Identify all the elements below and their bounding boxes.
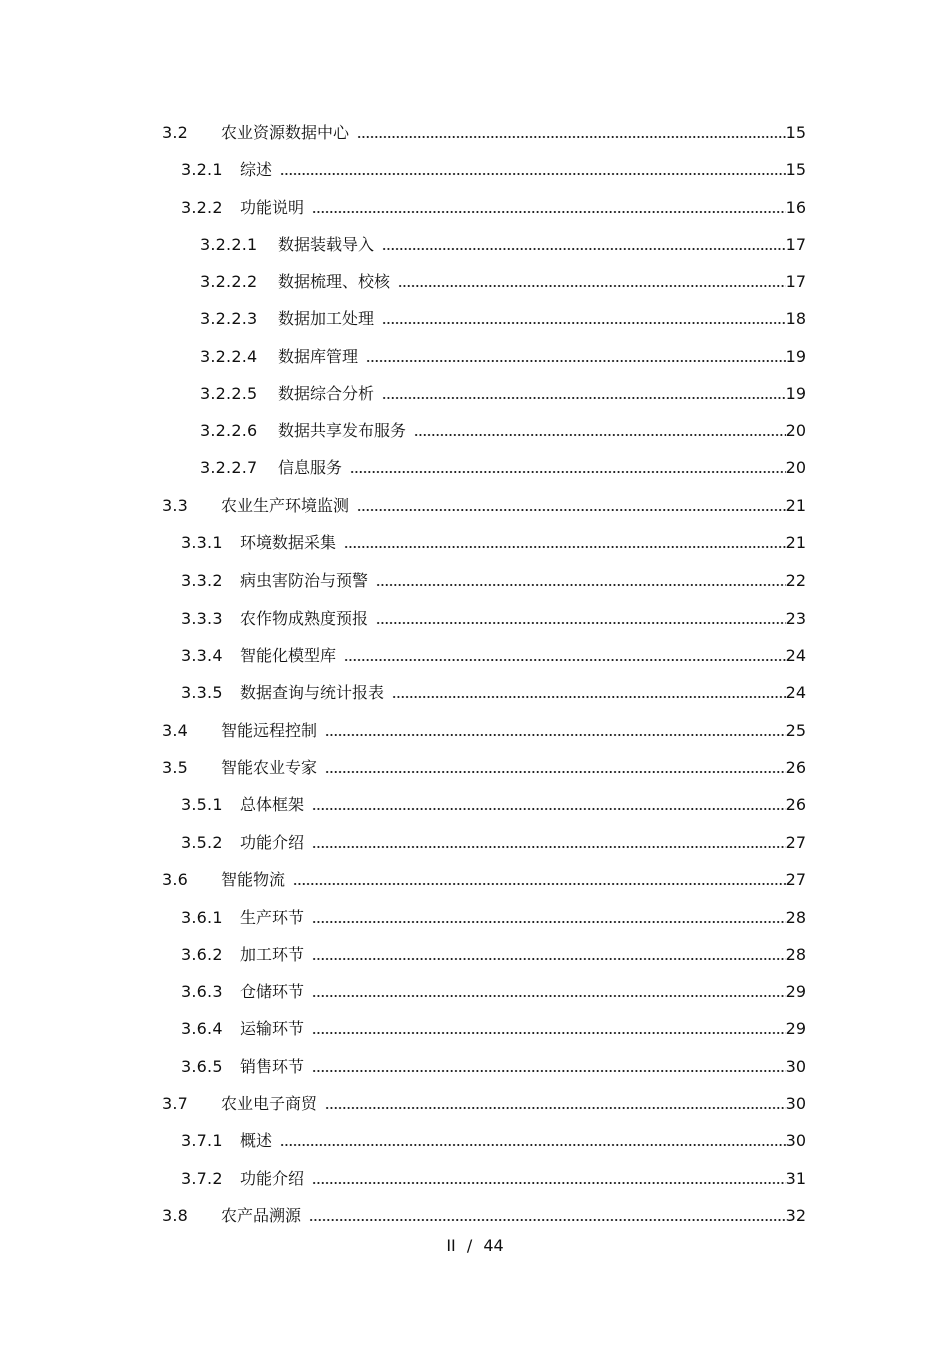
toc-entry-page: 22 (785, 571, 806, 590)
dot-leader (309, 1218, 786, 1222)
toc-entry[interactable] (162, 119, 806, 143)
toc-entry-page: 30 (785, 1131, 806, 1150)
toc-entry-title: 总体框架 (240, 795, 305, 814)
dot-leader (312, 845, 786, 849)
dot-leader (280, 172, 786, 176)
toc-entry-page: 24 (785, 683, 806, 702)
toc-entry-page: 23 (785, 609, 806, 628)
toc-entry-number: 3.2.2.7 (200, 458, 258, 477)
toc-entry-page: 15 (785, 160, 806, 179)
toc-entry[interactable] (200, 454, 806, 478)
toc-entry-title: 功能介绍 (240, 1169, 305, 1188)
toc-entry[interactable] (181, 605, 806, 629)
dot-leader (312, 920, 786, 924)
toc-entry-title: 农业生产环境监测 (221, 496, 350, 515)
toc-entry-number: 3.3.1 (181, 533, 223, 552)
toc-entry-title: 数据共享发布服务 (278, 421, 407, 440)
toc-entry-page: 21 (785, 533, 806, 552)
toc-entry[interactable] (181, 156, 806, 180)
toc-entry-number: 3.6.4 (181, 1019, 223, 1038)
toc-entry-number: 3.2.1 (181, 160, 223, 179)
dot-leader (312, 1031, 786, 1035)
toc-entry[interactable] (200, 417, 806, 441)
toc-entry-title: 运输环节 (240, 1019, 305, 1038)
toc-entry-title: 加工环节 (240, 945, 305, 964)
toc-entry[interactable] (181, 194, 806, 218)
toc-entry-title: 综述 (240, 160, 273, 179)
toc-entry-number: 3.3.5 (181, 683, 223, 702)
toc-entry-title: 功能说明 (240, 198, 305, 217)
dot-leader (350, 470, 786, 474)
toc-entry[interactable] (200, 268, 806, 292)
toc-entry-number: 3.7.1 (181, 1131, 223, 1150)
toc-entry-number: 3.2.2 (181, 198, 223, 217)
toc-entry-number: 3.5 (162, 758, 189, 777)
toc-entry-title: 销售环节 (240, 1057, 305, 1076)
toc-entry[interactable] (181, 941, 806, 965)
dot-leader (382, 321, 786, 325)
toc-entry-number: 3.5.2 (181, 833, 223, 852)
toc-entry[interactable] (181, 567, 806, 591)
toc-entry-title: 信息服务 (278, 458, 343, 477)
toc-entry[interactable] (162, 1202, 806, 1226)
toc-entry[interactable] (181, 1053, 806, 1077)
toc-entry-page: 15 (785, 123, 806, 142)
toc-entry[interactable] (181, 978, 806, 1002)
toc-entry-title: 智能化模型库 (240, 646, 337, 665)
toc-entry-title: 功能介绍 (240, 833, 305, 852)
toc-entry[interactable] (162, 1090, 806, 1114)
toc-entry-page: 18 (785, 309, 806, 328)
toc-entry-title: 智能物流 (221, 870, 286, 889)
dot-leader (312, 807, 786, 811)
dot-leader (325, 770, 786, 774)
toc-entry-page: 31 (785, 1169, 806, 1188)
toc-entry-page: 28 (785, 945, 806, 964)
toc-entry-number: 3.6.5 (181, 1057, 223, 1076)
dot-leader (398, 284, 786, 288)
toc-entry[interactable] (181, 904, 806, 928)
toc-entry-number: 3.2.2.4 (200, 347, 258, 366)
toc-entry-number: 3.2.2.5 (200, 384, 258, 403)
dot-leader (392, 695, 786, 699)
toc-entry-page: 24 (785, 646, 806, 665)
dot-leader (312, 1181, 786, 1185)
dot-leader (344, 658, 786, 662)
toc-entry-page: 25 (785, 721, 806, 740)
dot-leader (414, 433, 786, 437)
toc-entry[interactable] (181, 829, 806, 853)
toc-entry-title: 智能远程控制 (221, 721, 318, 740)
toc-entry-page: 19 (785, 347, 806, 366)
toc-entry-number: 3.2.2.6 (200, 421, 258, 440)
toc-entry-page: 29 (785, 982, 806, 1001)
toc-entry-number: 3.6.2 (181, 945, 223, 964)
toc-entry-title: 数据加工处理 (278, 309, 375, 328)
toc-entry-page: 29 (785, 1019, 806, 1038)
toc-entry[interactable] (162, 717, 806, 741)
toc-entry[interactable] (181, 679, 806, 703)
dot-leader (325, 1106, 786, 1110)
dot-leader (382, 396, 786, 400)
toc-entry[interactable] (200, 305, 806, 329)
toc-entry-title: 农产品溯源 (221, 1206, 302, 1225)
toc-entry-title: 数据查询与统计报表 (240, 683, 385, 702)
dot-leader (376, 583, 786, 587)
toc-entry[interactable] (181, 642, 806, 666)
toc-entry[interactable] (162, 754, 806, 778)
toc-entry[interactable] (162, 492, 806, 516)
dot-leader (312, 210, 786, 214)
toc-entry-number: 3.3.3 (181, 609, 223, 628)
toc-entry[interactable] (162, 866, 806, 890)
dot-leader (293, 882, 786, 886)
toc-entry-number: 3.7.2 (181, 1169, 223, 1188)
toc-entry-title: 数据库管理 (278, 347, 359, 366)
toc-entry-number: 3.3 (162, 496, 189, 515)
toc-entry-page: 30 (785, 1094, 806, 1113)
toc-entry-page: 27 (785, 833, 806, 852)
toc-entry[interactable] (181, 791, 806, 815)
toc-entry-title: 农业电子商贸 (221, 1094, 318, 1113)
toc-entry-number: 3.6.1 (181, 908, 223, 927)
toc-entry[interactable] (181, 1127, 806, 1151)
dot-leader (325, 733, 786, 737)
toc-entry-title: 病虫害防治与预警 (240, 571, 369, 590)
toc-entry-title: 概述 (240, 1131, 273, 1150)
toc-entry-page: 16 (785, 198, 806, 217)
toc-entry-number: 3.8 (162, 1206, 189, 1225)
toc-entry-page: 26 (785, 795, 806, 814)
toc-entry-number: 3.6.3 (181, 982, 223, 1001)
toc-entry-page: 21 (785, 496, 806, 515)
toc-entry-title: 智能农业专家 (221, 758, 318, 777)
toc-entry[interactable] (200, 380, 806, 404)
toc-entry-number: 3.7 (162, 1094, 189, 1113)
toc-entry[interactable] (181, 1015, 806, 1039)
dot-leader (382, 247, 786, 251)
toc-entry-page: 32 (785, 1206, 806, 1225)
toc-entry-number: 3.2.2.3 (200, 309, 258, 328)
toc-entry-title: 仓储环节 (240, 982, 305, 1001)
toc-entry-number: 3.2.2.1 (200, 235, 258, 254)
dot-leader (344, 545, 786, 549)
toc-entry[interactable] (181, 1165, 806, 1189)
toc-entry-page: 26 (785, 758, 806, 777)
toc-entry-title: 数据梳理、校核 (278, 272, 391, 291)
toc-entry-number: 3.6 (162, 870, 189, 889)
toc-entry[interactable] (200, 343, 806, 367)
toc-entry-page: 27 (785, 870, 806, 889)
toc-entry-title: 数据装载导入 (278, 235, 375, 254)
toc-entry-number: 3.4 (162, 721, 189, 740)
dot-leader (312, 957, 786, 961)
toc-entry-page: 19 (785, 384, 806, 403)
toc-entry[interactable] (181, 529, 806, 553)
dot-leader (366, 359, 786, 363)
toc-entry-page: 17 (785, 235, 806, 254)
dot-leader (357, 135, 786, 139)
toc-entry-number: 3.2 (162, 123, 189, 142)
dot-leader (376, 621, 786, 625)
toc-entry-page: 30 (785, 1057, 806, 1076)
toc-entry-page: 20 (785, 421, 806, 440)
toc-entry-page: 17 (785, 272, 806, 291)
dot-leader (357, 508, 786, 512)
toc-entry-page: 28 (785, 908, 806, 927)
toc-entry[interactable] (200, 231, 806, 255)
dot-leader (280, 1143, 786, 1147)
dot-leader (312, 994, 786, 998)
toc-entry-title: 农作物成熟度预报 (240, 609, 369, 628)
dot-leader (312, 1069, 786, 1073)
page-number-footer: II / 44 (446, 1236, 504, 1255)
toc-entry-title: 环境数据采集 (240, 533, 337, 552)
toc-entry-title: 数据综合分析 (278, 384, 375, 403)
toc-entry-page: 20 (785, 458, 806, 477)
toc-entry-number: 3.3.2 (181, 571, 223, 590)
toc-entry-title: 农业资源数据中心 (221, 123, 350, 142)
toc-entry-number: 3.2.2.2 (200, 272, 258, 291)
toc-entry-number: 3.5.1 (181, 795, 223, 814)
toc-entry-title: 生产环节 (240, 908, 305, 927)
toc-entry-number: 3.3.4 (181, 646, 223, 665)
